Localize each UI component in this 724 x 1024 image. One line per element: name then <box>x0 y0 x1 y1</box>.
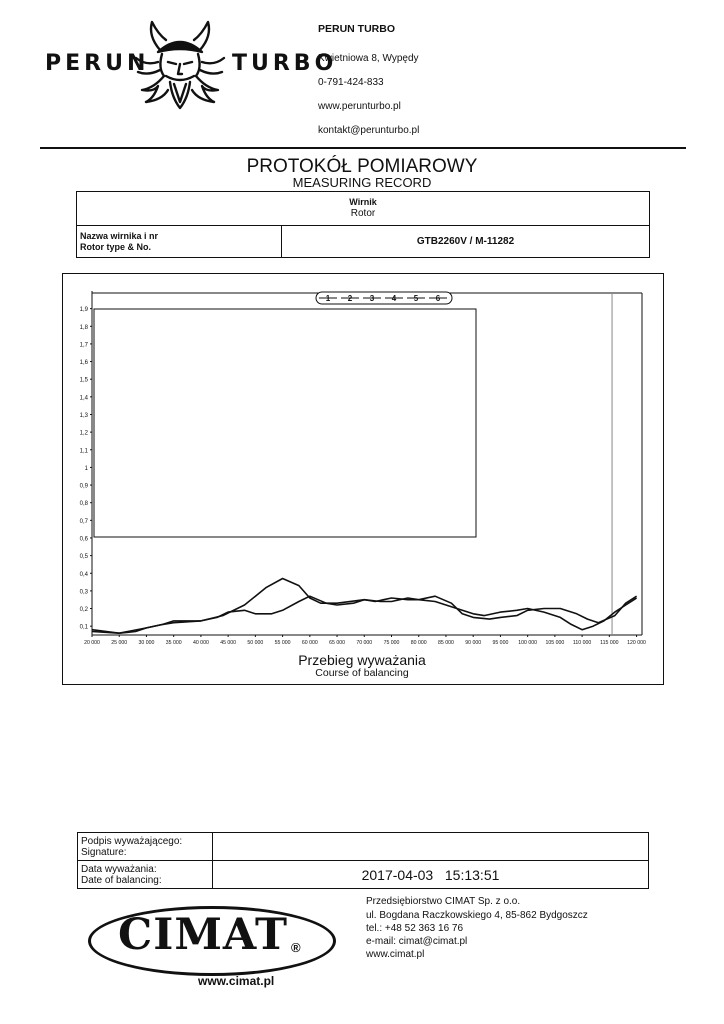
y-tick-label: 1,3 <box>79 412 88 419</box>
x-tick-label: 25 000 <box>111 640 128 646</box>
cimat-logo-text: CIMAT <box>118 910 288 960</box>
y-tick-label: 0,6 <box>79 536 88 543</box>
company-phone: 0-791-424-833 <box>318 77 384 88</box>
x-tick-label: 70 000 <box>356 640 373 646</box>
y-tick-label: 0,8 <box>79 501 88 508</box>
chart-caption: Przebieg wyważania <box>298 652 426 668</box>
chart-caption-en: Course of balancing <box>315 667 409 679</box>
x-tick-label: 75 000 <box>383 640 400 646</box>
y-tick-label: 0,2 <box>79 607 88 614</box>
rotor-label-cell <box>77 226 282 258</box>
date-label-en: Date of balancing: <box>81 874 162 886</box>
company-email[interactable]: kontakt@perunturbo.pl <box>318 125 420 136</box>
x-tick-label: 45 000 <box>220 640 237 646</box>
signature-label-cell <box>78 833 213 861</box>
x-tick-label: 110 000 <box>572 640 592 646</box>
legend-label: 4 <box>391 294 397 303</box>
y-tick-label: 1,2 <box>79 430 88 437</box>
y-tick-label: 1,7 <box>79 342 88 349</box>
y-tick-label: 0,7 <box>79 518 88 525</box>
y-tick-label: 0,1 <box>79 624 88 631</box>
legend-label: 5 <box>413 294 419 303</box>
x-tick-label: 35 000 <box>165 640 182 646</box>
y-tick-label: 1,6 <box>79 360 88 367</box>
rotor-header-cell <box>77 192 650 226</box>
y-tick-label: 1,9 <box>79 307 88 314</box>
x-tick-label: 120 000 <box>627 640 646 646</box>
signature-label-pl: Podpis wyważającego: <box>81 835 183 847</box>
rotor-header-en: Rotor <box>350 208 376 219</box>
legend-label: 2 <box>347 294 353 303</box>
footer-address: ul. Bogdana Raczkowskiego 4, 85-862 Bydgoszcz <box>366 910 588 921</box>
rotor-label-pl: Nazwa wirnika i nr <box>80 230 159 241</box>
y-tick-label: 1,1 <box>79 448 88 455</box>
rotor-table <box>76 191 650 258</box>
footer-tel: tel.: +48 52 363 16 76 <box>366 923 464 934</box>
rotor-value: GTB2260V / M-11282 <box>282 226 650 258</box>
date-value: 2017-04-03 15:13:51 <box>213 861 649 889</box>
page-subtitle: MEASURING RECORD <box>292 175 432 190</box>
page-title: PROTOKÓŁ POMIAROWY <box>246 156 478 177</box>
x-tick-label: 55 000 <box>274 640 291 646</box>
overlay-box <box>94 309 476 537</box>
date-label-cell <box>78 861 213 889</box>
balancing-chart <box>64 275 662 657</box>
x-tick-label: 100 000 <box>518 640 538 646</box>
viking-logo-icon <box>128 18 232 110</box>
date-label-pl: Data wyważania: <box>81 863 157 875</box>
y-tick-label: 1,8 <box>79 324 88 331</box>
x-tick-label: 50 000 <box>247 640 264 646</box>
y-tick-label: 1,5 <box>79 377 88 384</box>
cimat-logo-url[interactable]: www.cimat.pl <box>198 974 275 988</box>
x-tick-label: 115 000 <box>600 640 619 646</box>
x-tick-label: 40 000 <box>192 640 209 646</box>
legend-label: 3 <box>369 294 375 303</box>
x-tick-label: 20 000 <box>84 640 100 646</box>
rotor-header-pl: Wirnik <box>349 197 377 207</box>
x-tick-label: 105 000 <box>545 640 565 646</box>
x-tick-label: 85 000 <box>438 640 454 646</box>
signature-label-en: Signature: <box>81 846 127 858</box>
x-tick-label: 95 000 <box>492 640 509 646</box>
signature-table <box>77 832 649 889</box>
x-tick-label: 65 000 <box>329 640 345 646</box>
company-address: Kwietniowa 8, Wypędy <box>318 53 419 64</box>
y-tick-label: 0,9 <box>79 483 88 490</box>
x-tick-label: 60 000 <box>301 640 318 646</box>
footer-company: Przedsiębiorstwo CIMAT Sp. z o.o. <box>366 896 521 907</box>
header-divider <box>40 147 686 149</box>
company-name: PERUN TURBO <box>318 23 396 35</box>
cimat-reg-mark: ® <box>291 940 301 955</box>
x-tick-label: 90 000 <box>465 640 482 646</box>
x-tick-label: 80 000 <box>410 640 427 646</box>
series-line-1 <box>92 579 637 634</box>
legend-label: 1 <box>325 294 331 303</box>
brand-right: TURBO <box>232 51 338 76</box>
footer-website[interactable]: www.cimat.pl <box>366 949 425 960</box>
signature-value[interactable] <box>213 833 649 861</box>
brand-left: PERUN <box>45 51 150 76</box>
company-website[interactable]: www.perunturbo.pl <box>318 101 401 112</box>
footer-email[interactable]: e-mail: cimat@cimat.pl <box>366 936 468 947</box>
y-tick-label: 0,3 <box>79 589 88 596</box>
y-tick-label: 0,5 <box>79 554 88 561</box>
y-tick-label: 1 <box>84 465 88 472</box>
y-tick-label: 1,4 <box>79 395 88 402</box>
x-tick-label: 30 000 <box>138 640 155 646</box>
series-line-2 <box>92 596 637 633</box>
legend-label: 6 <box>435 294 441 303</box>
rotor-label-en: Rotor type & No. <box>80 241 151 252</box>
y-tick-label: 0,4 <box>79 571 88 578</box>
